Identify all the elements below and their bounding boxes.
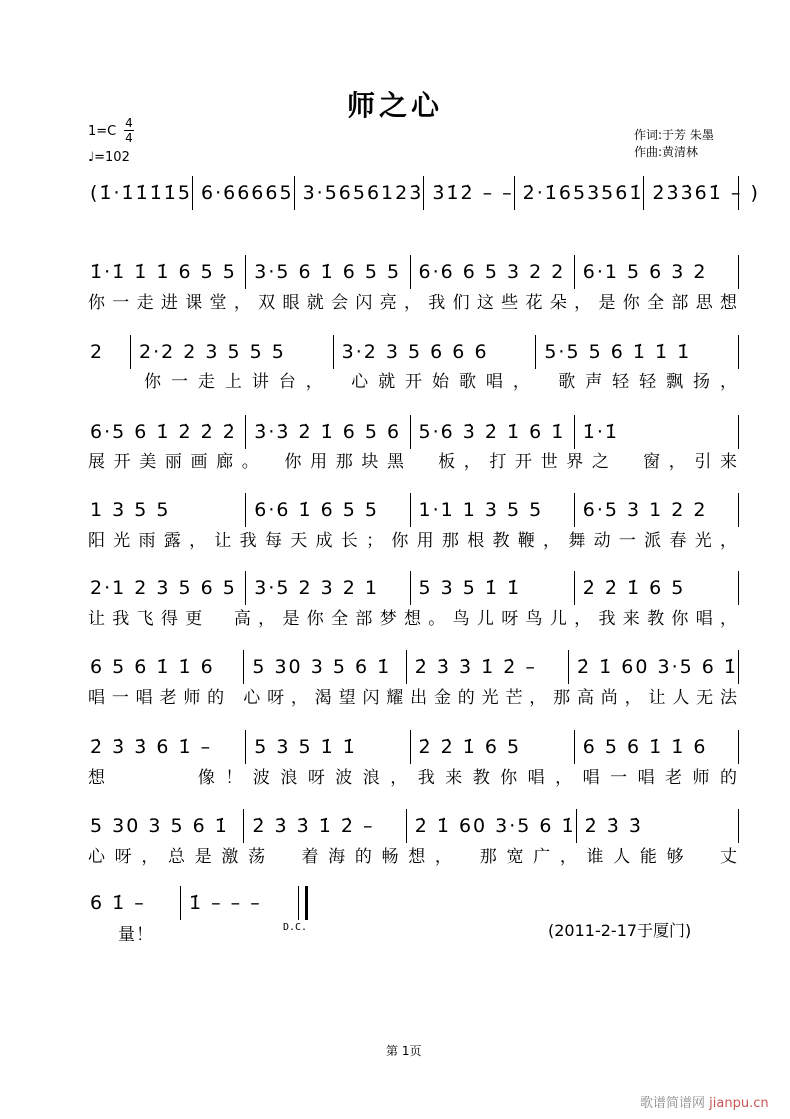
notation-line (88, 335, 739, 369)
notation-line (88, 650, 739, 684)
notation-line (88, 571, 739, 605)
measure: 5 3 5 1̇ 1̇ (245, 730, 409, 764)
time-bottom: 4 (125, 131, 133, 145)
watermark: 歌谱简谱网 jianpu.cn (640, 1096, 769, 1111)
key-signature: 1=C (88, 124, 117, 139)
notation-line (88, 255, 739, 289)
time-signature (124, 116, 134, 145)
notation-line (88, 493, 739, 527)
measure: 2̇·1̇653561̇ (514, 176, 644, 210)
measure: 2̇ 3̇ 3̇ 6 1̇ – (90, 736, 213, 758)
lyrics-line: 想 像！波浪呀波浪，我来教你唱，唱一唱老师的 (88, 768, 738, 788)
lyrics-line: 量！ (118, 925, 154, 945)
measure: 1̇ – – – (180, 886, 298, 920)
measure: 3̇1̇2̇ – – (423, 176, 513, 210)
lyrics-line: 阳光雨露，让我每天成长；你用那根教鞭，舞动一派春光， (88, 531, 738, 551)
measure: 3·5 6 1̇ 6 5 5 (245, 255, 409, 289)
measure: 3·5 2 3 2 1 (245, 571, 409, 605)
measure: 6 5 6 1̇ 1̇ 6 (90, 656, 215, 678)
measure: 6·5 6 1̇ 2̇ 2̇ 2̇ (90, 421, 237, 443)
measure: 5·5 5 6 1̇ 1̇ 1̇ (535, 335, 738, 369)
notation-line (88, 886, 298, 920)
measure: 2̇3̇3̇61̇ – ) (643, 176, 759, 210)
measure: 2̇ 3̇ 3̇ 1̇ 2̇ – (406, 650, 568, 684)
measure: 1̇·1̇ 1̇ 1̇ 6 5 5 (90, 261, 237, 283)
measure: 3·2 3 5 6 6 6 (333, 335, 536, 369)
lyrics-line: 心呀，总是激荡 着海的畅想， 那宽广，谁人能够 丈 (88, 847, 738, 867)
measure: 2̇ 1̇ 60 3·5 6 1̇ (406, 809, 576, 843)
measure: (1̇·1̇1̇1̇1̇5 (90, 182, 192, 204)
composer: 作曲:黄清林 (634, 145, 699, 159)
measure: 6·1 5 6 3 2 (574, 255, 738, 289)
lyrics-line: 你一走上讲台， 心就开始歌唱， 歌声轻轻飘扬， (144, 372, 738, 392)
measure: 5 30 3 5 6 1̇ (90, 815, 229, 837)
song-title: 师之心 (346, 89, 443, 122)
measure: 2̇ 3̇ 3̇ 1̇ 2̇ – (243, 809, 405, 843)
measure: 1 3 5 5 (90, 499, 171, 521)
measure: 3·5656123̇ (294, 176, 424, 210)
measure: 2̇ 3̇ 3̇ (576, 809, 738, 843)
lyrics-line: 让我飞得更 高，是你全部梦想。鸟儿呀鸟儿，我来教你唱， (88, 609, 738, 629)
notation-line (88, 415, 739, 449)
credits (634, 127, 714, 161)
final-barline (298, 886, 308, 920)
time-top: 4 (125, 116, 133, 130)
measure: 5 3 5 1̇ 1̇ (410, 571, 574, 605)
lyrics-line: 唱一唱老师的 心呀，渴望闪耀出金的光芒，那高尚，让人无法 (88, 688, 738, 708)
measure: 2̇ 2̇ 1̇ 6 5 (574, 571, 738, 605)
measure: 6·6 6 5 3 2 2 (410, 255, 574, 289)
composition-date: (2011-2-17于厦门) (548, 921, 692, 940)
tempo-marking: ♩=102 (88, 150, 130, 165)
measure: 6 5 6 1̇ 1̇ 6 (574, 730, 738, 764)
dc-marking: D.C. (283, 922, 308, 933)
notation-line (88, 176, 760, 210)
notation-line (88, 809, 739, 843)
lyrics-line: 展开美丽画廊。 你用那块黑 板，打开世界之 窗，引来 (88, 452, 738, 472)
measure: 2 (90, 341, 105, 363)
measure: 3̇·3̇ 2̇ 1̇ 6 5 6 (245, 415, 409, 449)
measure: 6 1̇ – (90, 892, 146, 914)
measure: 5·6 3̇ 2̇ 1̇ 6 1̇ (410, 415, 574, 449)
page-number: 第 1页 (386, 1044, 422, 1058)
measure: 6·6 1̇ 6 5 5 (245, 493, 409, 527)
measure: 1̇·1̇ (574, 415, 738, 449)
measure: 2·1 2 3 5 6 5 (90, 577, 237, 599)
measure: 1·1 1 3 5 5 (410, 493, 574, 527)
notation-line (88, 730, 739, 764)
measure: 5 30 3 5 6 1̇ (243, 650, 405, 684)
measure: 6·5 3 1 2 2 (574, 493, 738, 527)
measure: 2̇ 2̇ 1̇ 6 5 (410, 730, 574, 764)
measure: 2·2 2 3 5 5 5 (130, 335, 333, 369)
lyrics-line: 你一走进课堂，双眼就会闪亮，我们这些花朵，是你全部思想 (88, 293, 738, 313)
measure: 2̇ 1̇ 60 3·5 6 1̇ (568, 650, 738, 684)
lyricist: 作词:于芳 朱墨 (634, 128, 714, 142)
measure: 6·66665 (192, 176, 294, 210)
